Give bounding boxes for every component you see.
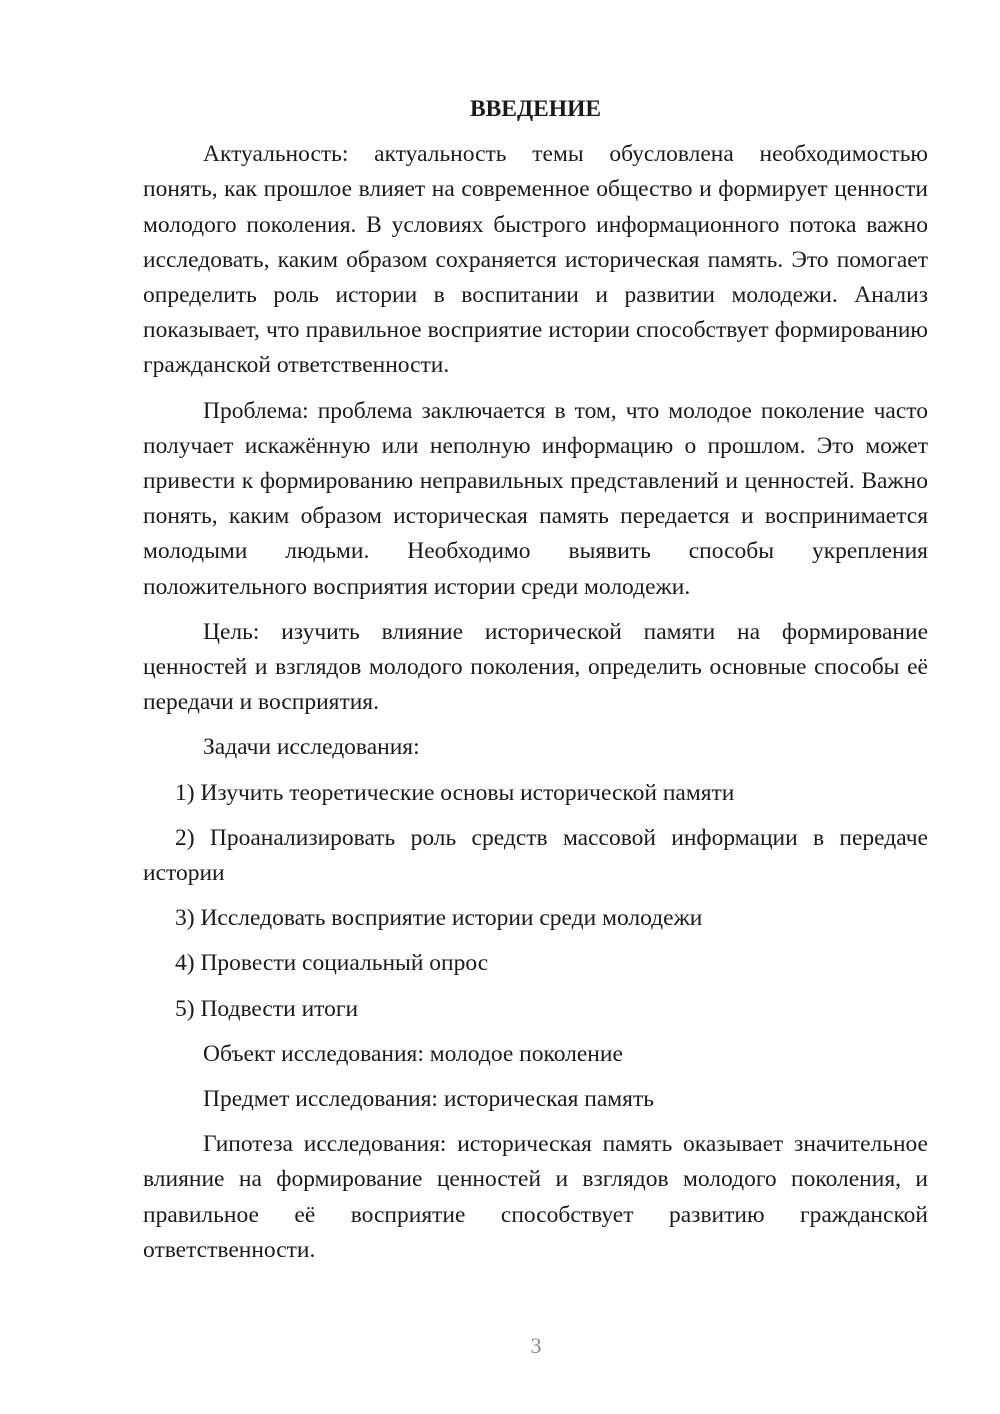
research-object: Объект исследования: молодое поколение xyxy=(203,1040,623,1067)
task-item: 4) Провести социальный опрос xyxy=(175,950,489,977)
goal-paragraph: Цель: изучить влияние исторической памяти на формирование ценностей и взглядов молодого поколения, определить основные способы её передачи и восприятия. xyxy=(143,618,928,716)
document-body xyxy=(143,92,928,1278)
tasks-list xyxy=(143,776,928,1027)
section-heading: ВВЕДЕНИЕ xyxy=(469,96,602,122)
tasks-title: Задачи исследования: xyxy=(203,734,420,761)
problem-paragraph: Проблема: проблема заключается в том, что молодое поколение часто получает искажённую или неполную информацию о прошлом. Это может привести к формированию неправильных представлений и ценностей. Важно понять, каким образом историческая память передается и воспринимается молодыми людьми. Необходимо выявить способы укрепления положительного восприятия истории среди молодежи. xyxy=(143,397,928,600)
relevance-paragraph: Актуальность: актуальность темы обусловлена необходимостью понять, как прошлое влияет на современное общество и формирует ценности молодого поколения. В условиях быстрого информационного потока важно исследовать, каким образом сохраняется историческая память. Это помогает определить роль истории в воспитании и развитии молодежи. Анализ показывает, что правильное восприятие истории способствует формированию гражданской ответственности. xyxy=(143,141,928,379)
task-item: 3) Исследовать восприятие истории среди молодежи xyxy=(175,905,703,932)
research-subject: Предмет исследования: историческая память xyxy=(203,1086,654,1113)
hypothesis-paragraph: Гипотеза исследования: историческая память оказывает значительное влияние на формирование ценностей и взглядов молодого поколения, и правильное её восприятие способствует развитию гражданской ответственности. xyxy=(143,1131,928,1263)
task-item: 2) Проанализировать роль средств массовой информации в передаче истории xyxy=(143,824,928,887)
task-item: 5) Подвести итоги xyxy=(175,995,359,1022)
task-item: 1) Изучить теоретические основы исторической памяти xyxy=(175,779,735,806)
page-number: 3 xyxy=(530,1333,542,1358)
